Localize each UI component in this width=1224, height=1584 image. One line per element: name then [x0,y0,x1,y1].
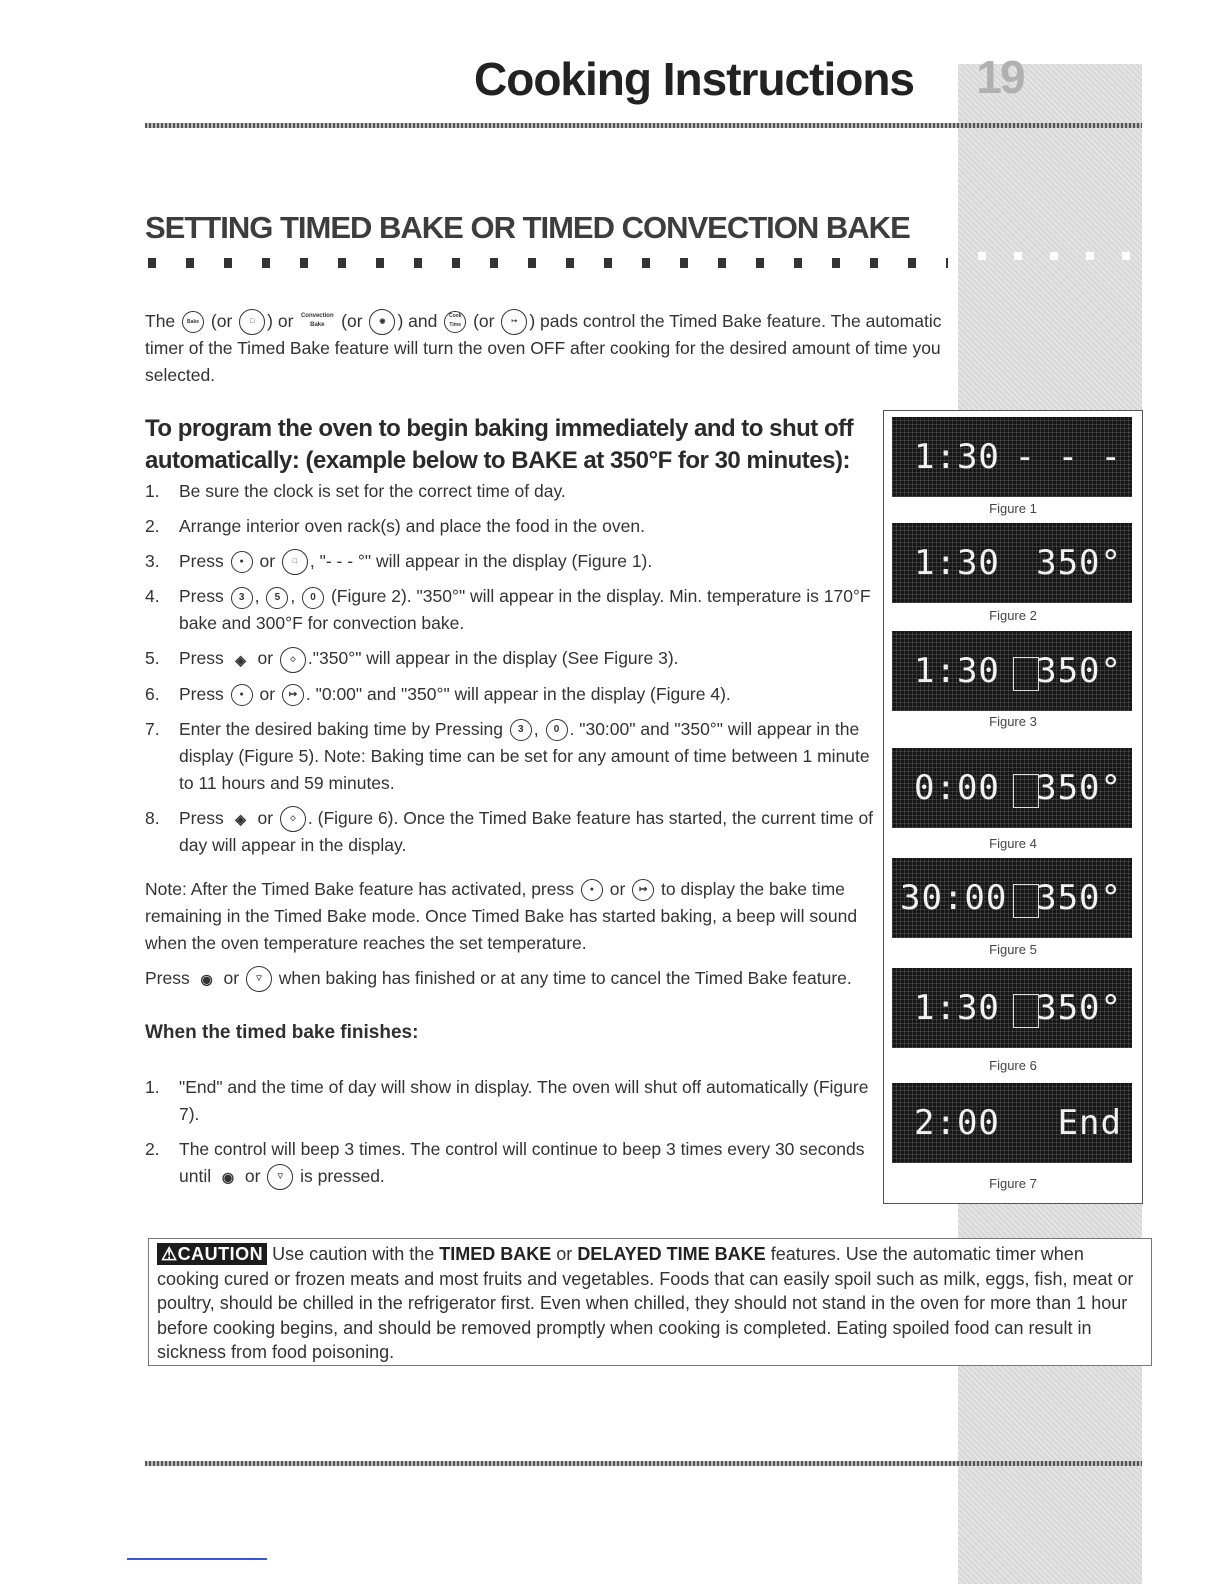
figure-label: Figure 5 [989,942,1037,957]
step-text: or [257,807,274,828]
note-text: Note: After the Timed Bake feature has activated, press [145,879,574,899]
display-temp: 350° [1036,878,1122,918]
display-time: 1:30 [914,651,1000,691]
note-text: or [223,968,240,988]
step-text: , "- - - °" will appear in the display (Figure 1). [309,551,653,571]
step-number: 5. [145,648,160,669]
program-steps [145,478,880,867]
step-text: or [259,551,276,571]
step-text: Press [179,683,224,704]
dot-divider-light [978,252,1142,260]
cancel-pad-alt-icon: ▽ [267,1164,293,1190]
step [145,681,880,708]
display-figure-4 [892,748,1132,828]
step-text: or [259,683,276,704]
caution-text-part: or [556,1244,573,1264]
display-figure-5 [892,858,1132,938]
step-text: is pressed. [300,1166,385,1186]
convection-bake-pad-icon: Convection Bake [300,313,334,329]
step-text: Press [179,648,224,669]
display-time: 0:00 [914,768,1000,808]
display-temp: 350° [1036,651,1122,691]
bake-pad-icon: Bake [182,311,204,333]
cook-time-pad-icon: ● [581,879,603,901]
start-pad-icon: ◈ [235,811,246,828]
step-number: 1. [145,1077,160,1097]
figure-label: Figure 3 [989,714,1037,729]
display-figure-3 [892,631,1132,711]
step [145,645,880,672]
display-time: 30:00 [900,878,1008,918]
intro-text: (or [473,311,495,331]
caution-text [157,1242,1147,1365]
note-text: Press [145,968,190,988]
step-text: . "0:00" and "350°" will appear in the display (Figure 4). [305,683,731,704]
display-temp: 350° [1036,543,1122,583]
step [145,1074,880,1128]
display-time: 2:00 [914,1103,1000,1143]
key-5-icon: 5 [266,587,288,609]
step-text: or [244,1166,261,1186]
step-number: 3. [145,551,160,571]
step-text: Arrange interior oven rack(s) and place the food in the oven. [179,516,645,536]
display-figure-6 [892,968,1132,1048]
footer-rule [145,1461,1142,1466]
key-3-icon: 3 [510,719,532,741]
figure-panel [883,410,1143,1204]
step-number: 7. [145,718,160,739]
step-number: 1. [145,481,160,501]
header-rule [145,123,1142,128]
caution-badge: ⚠CAUTION [157,1243,267,1265]
oven-indicator-icon [1013,774,1039,808]
step [145,805,880,859]
key-0-icon: 0 [546,719,568,741]
step-number: 2. [145,516,160,536]
step: 7. Enter the desired baking time by Pressing 3 , 0 . "30:00" and "350°" will appear in the display (Figure 5). Note: Baking time can be set for any amount of time between 1 minute to 11 hours and 59 minutes. [145,716,880,797]
step-text: ."350°" will appear in the display (See Figure 3). [307,648,679,669]
caution-text-part: features. Use the automatic timer when cooking cured or frozen meats and most fruits and vegetables. Foods that can easily spoil such as milk, eggs, fish, meat or poultry, should be chilled in the refrigerator first. Even when chilled, they should not stand in the oven for more than 1 hour before cooking begins, and should be removed promptly when cooking is completed. Eating spoiled food can result in sickness from food poisoning. [157,1244,1134,1362]
figure-label: Figure 1 [989,501,1037,516]
bake-pad-icon: ● [231,551,253,573]
display-figure-7 [892,1083,1132,1163]
display-time: 1:30 [914,988,1000,1028]
cook-time-pad-icon: ● [231,684,253,706]
intro-text: The [145,311,176,331]
intro-text: (or [341,311,363,331]
intro-text: ) pads control the Timed Bake feature. The automatic timer of the Timed Bake feature will turn the oven OFF after cooking for the desired amount of time you selected. [145,311,942,386]
oven-indicator-icon [1013,657,1039,691]
step-number: 6. [145,683,160,704]
finish-heading: When the timed bake finishes: [145,1022,419,1043]
cook-time-alt-icon: ↦ [632,879,654,901]
step-number: 2. [145,1139,160,1159]
step-text: (Figure 2). "350°" will appear in the display. Min. temperature is 170°F bake and 300°F for convection bake. [179,586,871,634]
cook-time-alt-icon: ↦ [501,309,527,335]
step-text: Press [179,586,224,607]
oven-indicator-icon [1013,994,1039,1028]
footer-link-rule [127,1558,267,1560]
cancel-pad-icon: ◉ [200,971,213,988]
figure-label: Figure 7 [989,1176,1037,1191]
step-number: 4. [145,586,160,607]
bake-pad-alt-icon: □ [282,549,308,575]
display-figure-1 [892,417,1132,497]
page-title: Cooking Instructions [474,53,914,105]
display-temp: - - - [1014,437,1122,477]
step: 4. Press 3 , 5 , 0 (Figure 2). "350°" will appear in the display. Min. temperature is 170°F bake and 300°F for convection bake. [145,583,880,637]
figure-label: Figure 6 [989,1058,1037,1073]
step-text: . (Figure 6). Once the Timed Bake feature has started, the current time of day will appear in the display. [179,807,874,856]
step-text: The control will beep 3 times. The control will continue to beep 3 times every 30 seconds until [179,1139,865,1186]
step-text: Be sure the clock is set for the correct time of day. [179,481,566,501]
cancel-pad-icon: ◉ [221,1169,235,1186]
caution-emphasis: TIMED BAKE [439,1244,552,1264]
cancel-note [145,965,880,992]
caution-text-part: Use caution with the [272,1244,435,1264]
display-figure-2 [892,523,1132,603]
caution-box [148,1238,1152,1366]
intro-text: ) or [267,311,294,331]
convection-pad-alt-icon: ◉ [369,309,395,335]
step [145,1136,880,1190]
page-number: 19 [976,51,1024,103]
intro-paragraph [145,308,945,389]
finish-steps [145,1074,880,1198]
display-time: 1:30 [914,437,1000,477]
cook-time-pad-icon: Cook Time [444,311,466,333]
bake-pad-alt-icon: □ [239,309,265,335]
step [145,548,880,575]
display-temp: End [1057,1103,1122,1143]
dot-divider [148,258,948,268]
display-time: 1:30 [914,543,1000,583]
oven-indicator-icon [1013,884,1039,918]
step-text: Press [179,807,224,828]
step-text: or [257,648,274,669]
step-text: "End" and the time of day will show in display. The oven will shut off automatically (Figure 7). [179,1077,869,1124]
section-heading: SETTING TIMED BAKE OR TIMED CONVECTION BAKE [145,210,910,245]
timed-bake-note [145,876,880,957]
program-heading: To program the oven to begin baking immediately and to shut off automatically: (example below to BAKE at 350°F for 30 minutes): [145,415,854,474]
note-text: or [609,879,626,899]
key-3-icon: 3 [231,587,253,609]
step [145,513,880,540]
step-text: Press [179,551,224,571]
step-text: Enter the desired baking time by Pressing [179,718,503,739]
figure-label: Figure 2 [989,608,1037,623]
start-pad-alt-icon: ◇ [280,647,306,673]
start-pad-icon: ◈ [235,651,246,668]
step-number: 8. [145,807,160,828]
note-text: to display the bake time remaining in the Timed Bake mode. Once Timed Bake has started baking, a beep will sound when the oven temperature reaches the set temperature. [145,879,858,953]
cook-time-alt-icon: ↦ [282,684,304,706]
key-0-icon: 0 [302,587,324,609]
start-pad-alt-icon: ◇ [280,806,306,832]
note-block [145,876,880,1000]
note-text: when baking has finished or at any time to cancel the Timed Bake feature. [278,968,852,988]
display-temp: 350° [1036,988,1122,1028]
intro-text: ) and [397,311,438,331]
caution-emphasis: DELAYED TIME BAKE [577,1244,766,1264]
intro-text: (or [210,311,233,331]
step-text: . "30:00" and "350°" will appear in the display (Figure 5). Note: Baking time can be set for any amount of time between 1 minute to 11 hours and 59 minutes. [179,718,870,793]
step [145,478,880,505]
figure-label: Figure 4 [989,836,1037,851]
cancel-pad-alt-icon: ▽ [246,966,272,992]
display-temp: 350° [1036,768,1122,808]
